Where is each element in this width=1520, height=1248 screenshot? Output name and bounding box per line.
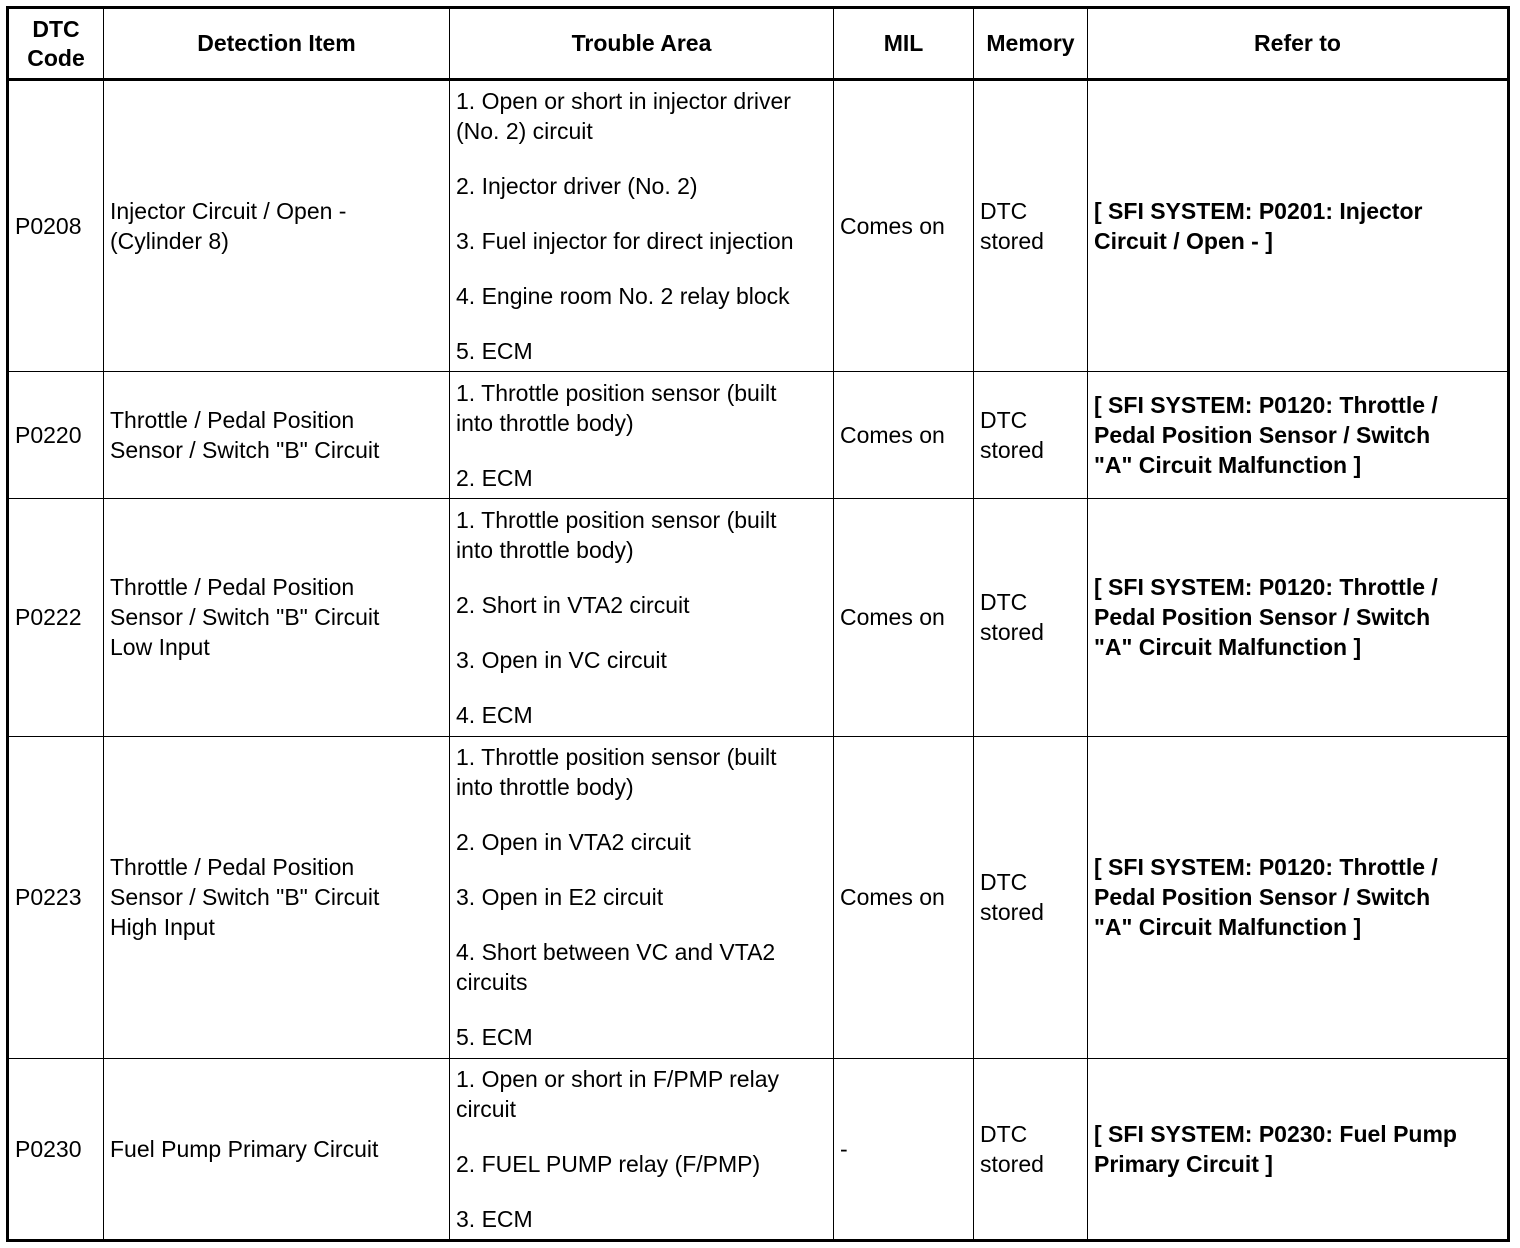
header-row <box>8 8 1509 80</box>
table-row <box>8 372 1509 499</box>
trouble-item: 5. ECM <box>456 338 533 365</box>
mil-status: Comes on <box>834 499 974 736</box>
trouble-item: 1. Throttle position sensor (built into throttle body) <box>456 379 777 436</box>
dtc-code: P0220 <box>8 372 104 499</box>
memory-status: DTC stored <box>974 80 1088 372</box>
dtc-code: P0208 <box>8 80 104 372</box>
dtc-code: P0223 <box>8 736 104 1058</box>
dtc-code: P0222 <box>8 499 104 736</box>
trouble-area <box>450 1058 834 1240</box>
trouble-item: 2. ECM <box>456 464 533 491</box>
mil-status: Comes on <box>834 372 974 499</box>
mil-status: - <box>834 1058 974 1240</box>
dtc-code: P0230 <box>8 1058 104 1240</box>
memory-status: DTC stored <box>974 372 1088 499</box>
trouble-item: 3. Fuel injector for direct injection <box>456 228 794 255</box>
table-row <box>8 499 1509 736</box>
trouble-item: 3. Open in E2 circuit <box>456 884 664 911</box>
trouble-item: 4. Engine room No. 2 relay block <box>456 283 790 310</box>
header-detection-item: Detection Item <box>104 8 450 80</box>
trouble-item: 2. Short in VTA2 circuit <box>456 591 690 618</box>
memory-status: DTC stored <box>974 1058 1088 1240</box>
trouble-item: 5. ECM <box>456 1024 533 1051</box>
detection-item: Injector Circuit / Open - (Cylinder 8) <box>104 80 450 372</box>
header-mil: MIL <box>834 8 974 80</box>
mil-status: Comes on <box>834 736 974 1058</box>
trouble-item: 2. Injector driver (No. 2) <box>456 173 698 200</box>
trouble-area <box>450 499 834 736</box>
trouble-item: 1. Open or short in F/PMP relay circuit <box>456 1065 779 1122</box>
trouble-item: 4. ECM <box>456 701 533 728</box>
detection-item: Fuel Pump Primary Circuit <box>104 1058 450 1240</box>
detection-item: Throttle / Pedal Position Sensor / Switch "B" Circuit <box>104 372 450 499</box>
memory-status: DTC stored <box>974 736 1088 1058</box>
table-row <box>8 80 1509 372</box>
trouble-item: 2. FUEL PUMP relay (F/PMP) <box>456 1150 761 1177</box>
refer-to-link[interactable]: [ SFI SYSTEM: P0230: Fuel Pump Primary Circuit ] <box>1088 1058 1509 1240</box>
refer-to-link[interactable]: [ SFI SYSTEM: P0120: Throttle / Pedal Position Sensor / Switch "A" Circuit Malfunction ] <box>1088 372 1509 499</box>
header-memory: Memory <box>974 8 1088 80</box>
refer-to-link[interactable]: [ SFI SYSTEM: P0120: Throttle / Pedal Position Sensor / Switch "A" Circuit Malfunction ] <box>1088 499 1509 736</box>
header-refer-to: Refer to <box>1088 8 1509 80</box>
trouble-item: 3. Open in VC circuit <box>456 646 667 673</box>
refer-to-link[interactable]: [ SFI SYSTEM: P0120: Throttle / Pedal Position Sensor / Switch "A" Circuit Malfunction ] <box>1088 736 1509 1058</box>
trouble-item: 2. Open in VTA2 circuit <box>456 829 691 856</box>
header-trouble-area: Trouble Area <box>450 8 834 80</box>
mil-status: Comes on <box>834 80 974 372</box>
trouble-item: 1. Throttle position sensor (built into throttle body) <box>456 506 777 563</box>
trouble-area <box>450 372 834 499</box>
dtc-table <box>6 6 1510 1242</box>
table-row <box>8 736 1509 1058</box>
header-dtc-code: DTC Code <box>8 8 104 80</box>
trouble-item: 1. Open or short in injector driver (No. 2) circuit <box>456 88 791 145</box>
trouble-item: 3. ECM <box>456 1205 533 1232</box>
memory-status: DTC stored <box>974 499 1088 736</box>
table-row <box>8 1058 1509 1240</box>
detection-item: Throttle / Pedal Position Sensor / Switch "B" Circuit Low Input <box>104 499 450 736</box>
trouble-item: 1. Throttle position sensor (built into throttle body) <box>456 744 777 801</box>
trouble-item: 4. Short between VC and VTA2 circuits <box>456 939 776 996</box>
trouble-area <box>450 736 834 1058</box>
detection-item: Throttle / Pedal Position Sensor / Switch "B" Circuit High Input <box>104 736 450 1058</box>
trouble-area <box>450 80 834 372</box>
refer-to-link[interactable]: [ SFI SYSTEM: P0201: Injector Circuit / Open - ] <box>1088 80 1509 372</box>
